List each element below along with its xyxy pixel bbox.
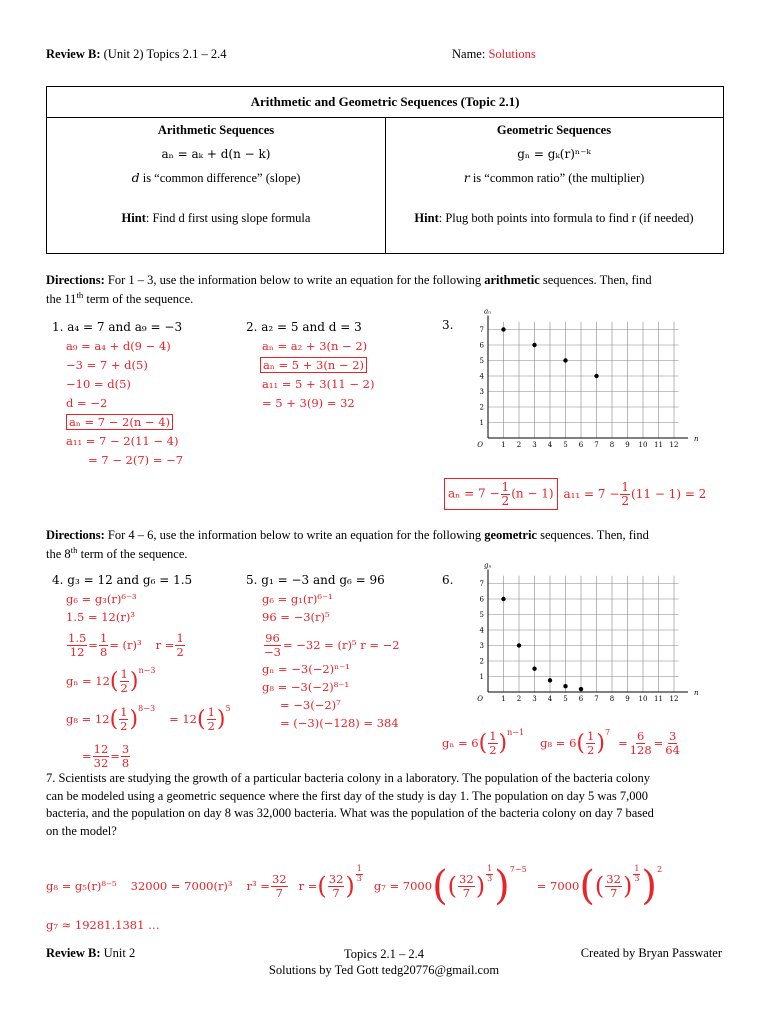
x-tick-label: 12 [669,695,679,703]
review-label: Review B: [46,47,101,61]
review-text: (Unit 2) Topics 2.1 – 2.4 [103,47,227,61]
y-tick-label: 2 [479,403,484,412]
p4-given: 4. g₃ = 12 and g₆ = 1.5 [52,573,193,587]
x-tick-label: 8 [609,695,615,703]
x-tick-label: 2 [516,441,522,449]
geometric-column [385,118,723,230]
table-title: Arithmetic and Geometric Sequences (Topic 2.1) [47,87,723,118]
data-point [501,597,505,601]
problem-1 [52,318,183,470]
p6-answer: gₙ = 6 ( $\frac{1}{2}$ ) $^{n-1}$ g₈ = 6 ( $\frac{1}{2}$ ) $^7$ = $\frac{6}{128}$ = $\frac{3}{64}$ [442,728,680,757]
p4-line-4: gₙ = 12 ( $\frac{1}{2}$ ) $^{n-3}$ [66,666,156,695]
data-point [579,687,583,691]
x-tick-label: 1 [501,441,506,449]
arith-desc: d is “common difference” (slope) [131,170,301,185]
arith-hint: Hint: Find d first using slope formula [121,211,311,225]
x-tick-label: 11 [654,695,663,703]
footer-right: Created by Bryan Passwater [580,946,722,960]
y-tick-label: 1 [479,419,484,427]
origin-label: O [477,441,483,449]
x-tick-label: 7 [594,441,599,449]
topic-table [46,86,724,254]
data-point [517,643,521,647]
x-tick-label: 8 [609,441,615,449]
x-tick-label: 4 [547,441,553,449]
p2-eval-1: a₁₁ = 5 + 3(11 − 2) [262,377,375,391]
p2-answer-box: aₙ = 5 + 3(n − 2) [260,357,367,373]
name-label: Name: [452,47,486,61]
y-tick-label: 6 [479,595,484,604]
x-tick-label: 3 [532,695,537,703]
p1-step-0: a₉ = a₄ + d(9 − 4) [66,339,171,353]
y-tick-label: 3 [479,388,484,396]
p1-eval-1: a₁₁ = 7 − 2(11 − 4) [66,434,179,448]
p4-line-2: 1.5 = 12(r)³ [66,610,135,624]
p3-answer-box: aₙ = 7 − $\frac{1}{2}$ (n − 1) [444,478,558,510]
p4-line-5: g₈ = 12 ( $\frac{1}{2}$ ) $^{8-3}$ = 12 ( $\frac{1}{2}$ ) $^5$ [66,704,231,733]
x-axis-label: n [694,689,699,697]
p1-answer-box: aₙ = 7 − 2(n − 4) [66,414,173,430]
y-tick-label: 2 [479,657,484,666]
x-tick-label: 10 [638,695,648,703]
x-tick-label: 7 [594,695,599,703]
x-axis-label: n [694,435,699,443]
p5-line-4: gₙ = −3(−2)ⁿ⁻¹ [262,662,350,676]
problem-7-final: g₇ ≈ 19281.1381 … [46,918,160,932]
p5-line-2: 96 = −3(r)⁵ [262,610,330,624]
x-tick-label: 9 [625,695,630,703]
data-point [548,678,552,682]
p3-number: 3. [442,318,454,332]
origin-label: O [477,695,483,703]
data-point [594,374,598,378]
p2-eval-2: = 5 + 3(9) = 32 [262,396,355,410]
y-tick-label: 4 [479,372,484,381]
x-tick-label: 5 [563,695,568,703]
p3-answer [444,478,706,510]
data-point [563,358,567,362]
directions-arithmetic: Directions: For 1 – 3, use the information below to write an equation for the following arithmetic sequences. Then, find the 11th term of the sequence. [46,273,652,306]
y-tick-label: 3 [479,642,484,650]
x-tick-label: 6 [578,441,584,449]
footer-center: Topics 2.1 – 2.4 Solutions by Ted Gott tedg20776@gmail.com [268,947,500,977]
p4-line-6: = $\frac{12}{32}$ = $\frac{3}{8}$ [82,742,130,770]
p4-line-1: g₆ = g₃(r)⁶⁻³ [66,592,137,606]
p1-step-2: −10 = d(5) [66,377,131,391]
problem-2 [246,318,374,413]
geo-formula: gₙ = gₖ(r)ⁿ⁻ᵏ [517,147,591,161]
graph-problem-6 [470,561,700,722]
y-tick-label: 6 [479,341,484,350]
y-tick-label: 7 [479,326,484,334]
p5-line-1: g₆ = g₁(r)⁶⁻¹ [262,592,333,606]
p1-given: 1. a₄ = 7 and a₉ = −3 [52,320,183,334]
p5-given: 5. g₁ = −3 and g₆ = 96 [246,573,385,587]
arith-heading: Arithmetic Sequences [157,123,275,137]
p4-line-3: $\frac{1.5}{12}$ = $\frac{1}{8}$ = (r)³ r = $\frac{1}{2}$ [68,631,184,659]
graph-problem-3 [470,307,700,468]
x-tick-label: 9 [625,441,630,449]
footer-left: Review B: Unit 2 [46,946,136,960]
x-tick-label: 2 [516,695,522,703]
p1-step-1: −3 = 7 + d(5) [66,358,148,372]
x-tick-label: 12 [669,441,679,449]
x-tick-label: 1 [501,695,506,703]
x-tick-label: 11 [654,441,663,449]
y-tick-label: 5 [479,357,484,365]
data-point [532,343,536,347]
p5-line-7: = (−3)(−128) = 384 [280,716,399,730]
directions-geometric: Directions: For 4 – 6, use the information below to write an equation for the following geometric sequences. Then, find the 8th term of the sequence. [46,528,649,561]
page-header [46,47,226,62]
data-point [532,667,536,671]
p1-step-3: d = −2 [66,396,108,410]
problem-5 [246,573,400,734]
p2-step-1: aₙ = a₂ + 3(n − 2) [262,339,368,353]
geo-desc: r is “common ratio” (the multiplier) [463,170,645,185]
y-tick-label: 1 [479,673,484,681]
name-value: Solutions [488,47,536,61]
arithmetic-column [47,118,385,230]
data-point [501,327,505,331]
arith-formula: aₙ = aₖ + d(n − k) [161,147,271,161]
name-line [452,47,536,62]
p5-line-3: $\frac{96}{-3}$ = −32 = (r)⁵ r = −2 [264,631,400,659]
x-tick-label: 4 [547,695,553,703]
geo-hint: Hint: Plug both points into formula to find r (if needed) [414,211,694,225]
y-axis-label: aₙ [484,307,492,316]
p5-line-5: g₈ = −3(−2)⁸⁻¹ [262,680,350,694]
p5-line-6: = −3(−2)⁷ [280,698,341,712]
problem-7-text: 7. Scientists are studying the growth of a particular bacteria colony in a laboratory. The population of the bacteria colony can be modeled using a geometric sequence where the first day of the study is day 1. The population on day 5 was 7,000 bacteria, and the population on day 8 was 32,000 bacteria. What was the population of the bacteria colony on day 7 based on the model? [46,771,654,838]
data-point [563,684,567,688]
x-tick-label: 5 [563,441,568,449]
x-tick-label: 6 [578,695,584,703]
x-tick-label: 10 [638,441,648,449]
p2-given: 2. a₂ = 5 and d = 3 [246,320,362,334]
x-tick-label: 3 [532,441,537,449]
p1-eval-2: = 7 − 2(7) = −7 [88,453,184,467]
problem-7-work: g₈ = g₅(r)⁸⁻⁵ 32000 = 7000(r)³ r³ = $\frac{32}{7}$ r = ( $\frac{32}{7}$ ) $\frac{1}{3}$ g₇ = 7000 ( ( $\frac{32}{7}$ ) $\frac{1}{3}$ ) $^{7-5}$ = 7000 ( ( $\frac{32}{7}$ ) $\frac{1}{3}$ ) $^2$ [46,863,663,909]
y-tick-label: 5 [479,611,484,619]
y-axis-label: gₙ [484,561,492,570]
y-tick-label: 4 [479,626,484,635]
y-tick-label: 7 [479,580,484,588]
geo-heading: Geometric Sequences [496,123,612,137]
problem-4 [52,573,231,774]
p3-eval: a₁₁ = 7 − $\frac{1}{2}$ (11 − 1) = 2 [563,480,707,508]
p6-number: 6. [442,573,454,587]
